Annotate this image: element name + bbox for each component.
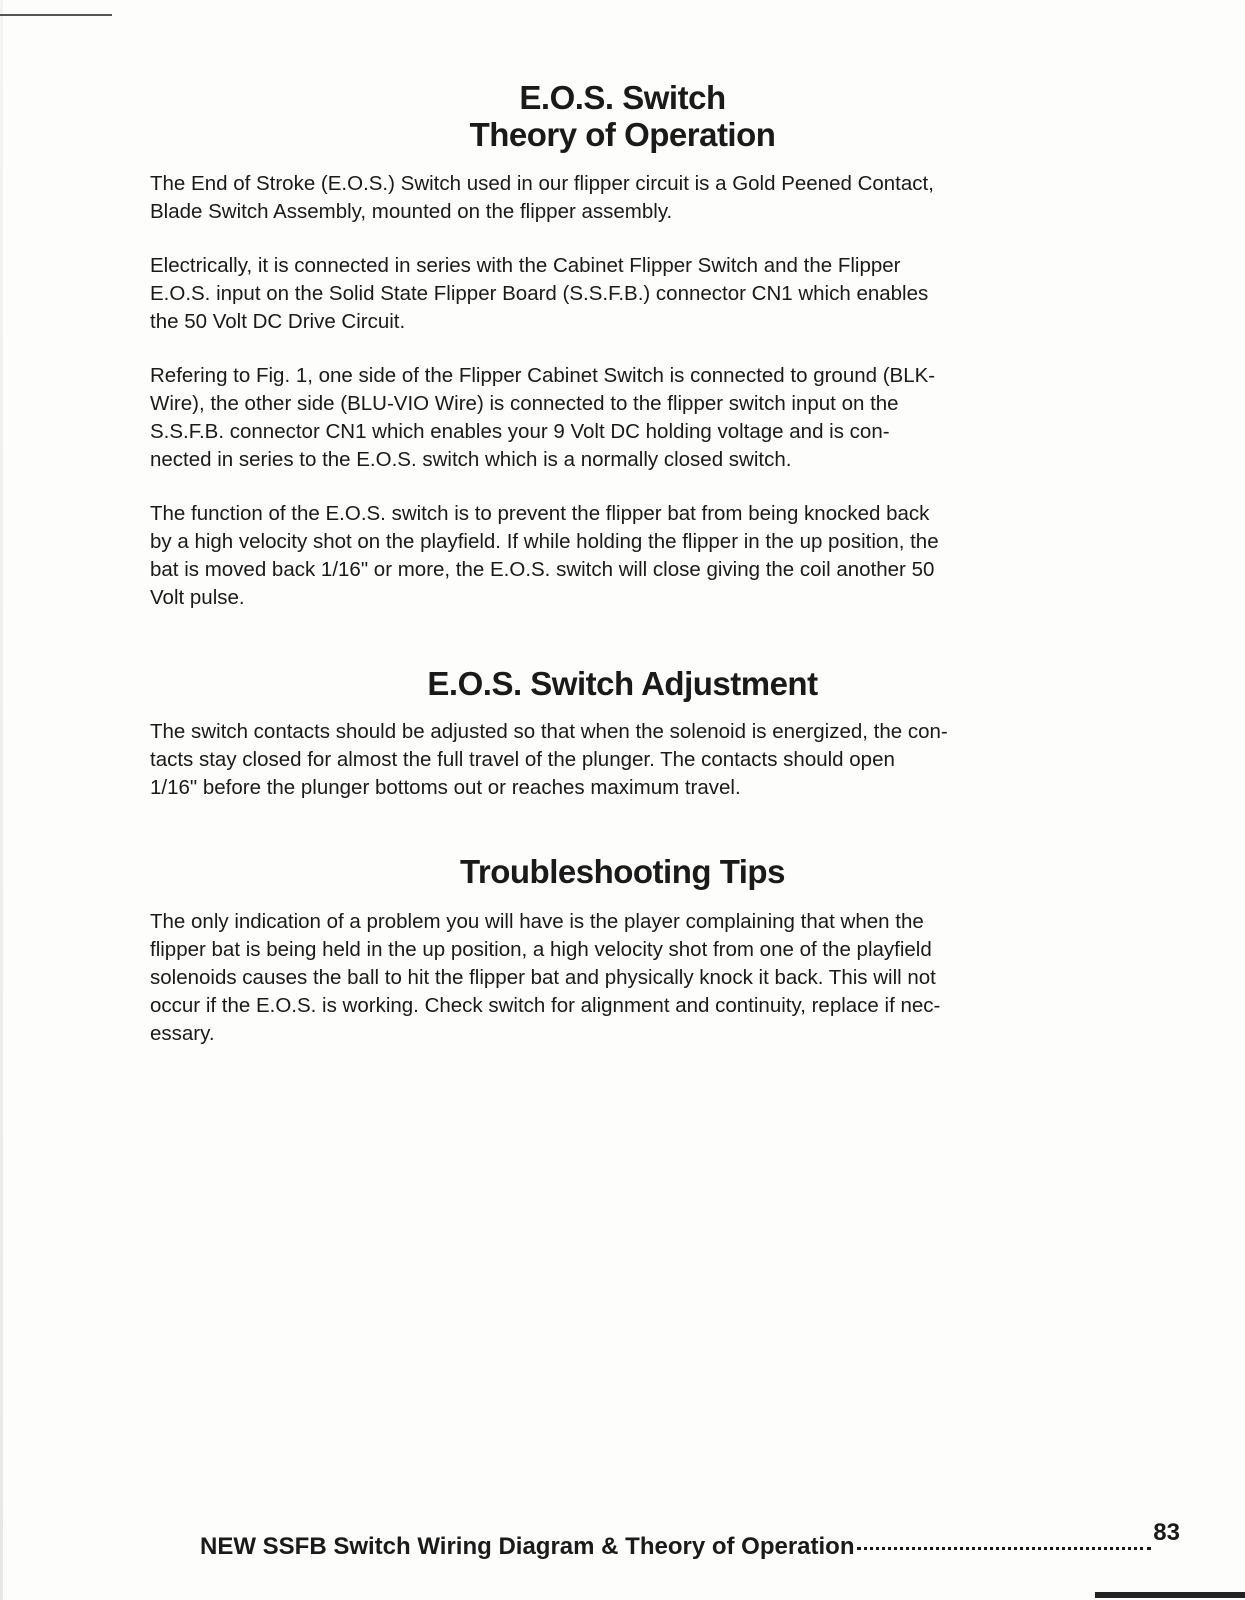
scan-mark <box>1095 1592 1245 1598</box>
paragraph-electrical-connection: Electrically, it is connected in series with the Cabinet Flipper Switch and the Flipper E.O.S. input on the Solid State Flipper Board (S.S.F.B.) connector CN1 which enables the 50 Volt DC Drive Circuit. <box>150 254 929 333</box>
paragraph-eos-description: The End of Stroke (E.O.S.) Switch used in our flipper circuit is a Gold Peened Contact, Blade Switch Assembly, mounted on the flipper assembly. <box>150 172 934 223</box>
dot-leader <box>857 1547 1152 1550</box>
paragraph-fig1-reference: Refering to Fig. 1, one side of the Flipper Cabinet Switch is connected to ground (BLK- Wire), the other side (BLU-VIO Wire) is connected to the flipper switch input on the S.S.F.B. connector CN1 which enables your 9 Volt DC holding voltage and is con- nected in series to the E.O.S. switch which is a normally closed switch. <box>150 364 936 471</box>
paragraph-adjustment: The switch contacts should be adjusted so that when the solenoid is energized, the con- tacts stay closed for almost the full travel of the plunger. The contacts should open 1/16" before the plunger bottoms out or reaches maximum travel. <box>150 720 948 799</box>
section-title-adjustment: E.O.S. Switch Adjustment <box>427 665 818 702</box>
footer-title: NEW SSFB Switch Wiring Diagram & Theory of Operation <box>200 1533 855 1560</box>
paragraph-troubleshooting: The only indication of a problem you will have is the player complaining that when the flipper bat is being held in the up position, a high velocity shot from one of the playfield solenoids causes the ball to hit the flipper bat and physically knock it back. This will not occur if the E.O.S. is working. Check switch for alignment and continuity, replace if nec- essary. <box>150 910 941 1045</box>
page-number: 83 <box>1153 1519 1180 1546</box>
section-title-theory-of-operation: Theory of Operation <box>469 116 776 153</box>
section-title-troubleshooting: Troubleshooting Tips <box>460 853 785 890</box>
scan-mark <box>0 14 112 16</box>
page-edge <box>0 0 3 1600</box>
footer-toc-entry <box>200 1519 1180 1561</box>
section-title-eos-switch: E.O.S. Switch <box>519 79 726 116</box>
paragraph-eos-function: The function of the E.O.S. switch is to prevent the flipper bat from being knocked back by a high velocity shot on the playfield. If while holding the flipper in the up position, the bat is moved back 1/16" or more, the E.O.S. switch will close giving the coil another 50 Volt pulse. <box>150 502 939 609</box>
